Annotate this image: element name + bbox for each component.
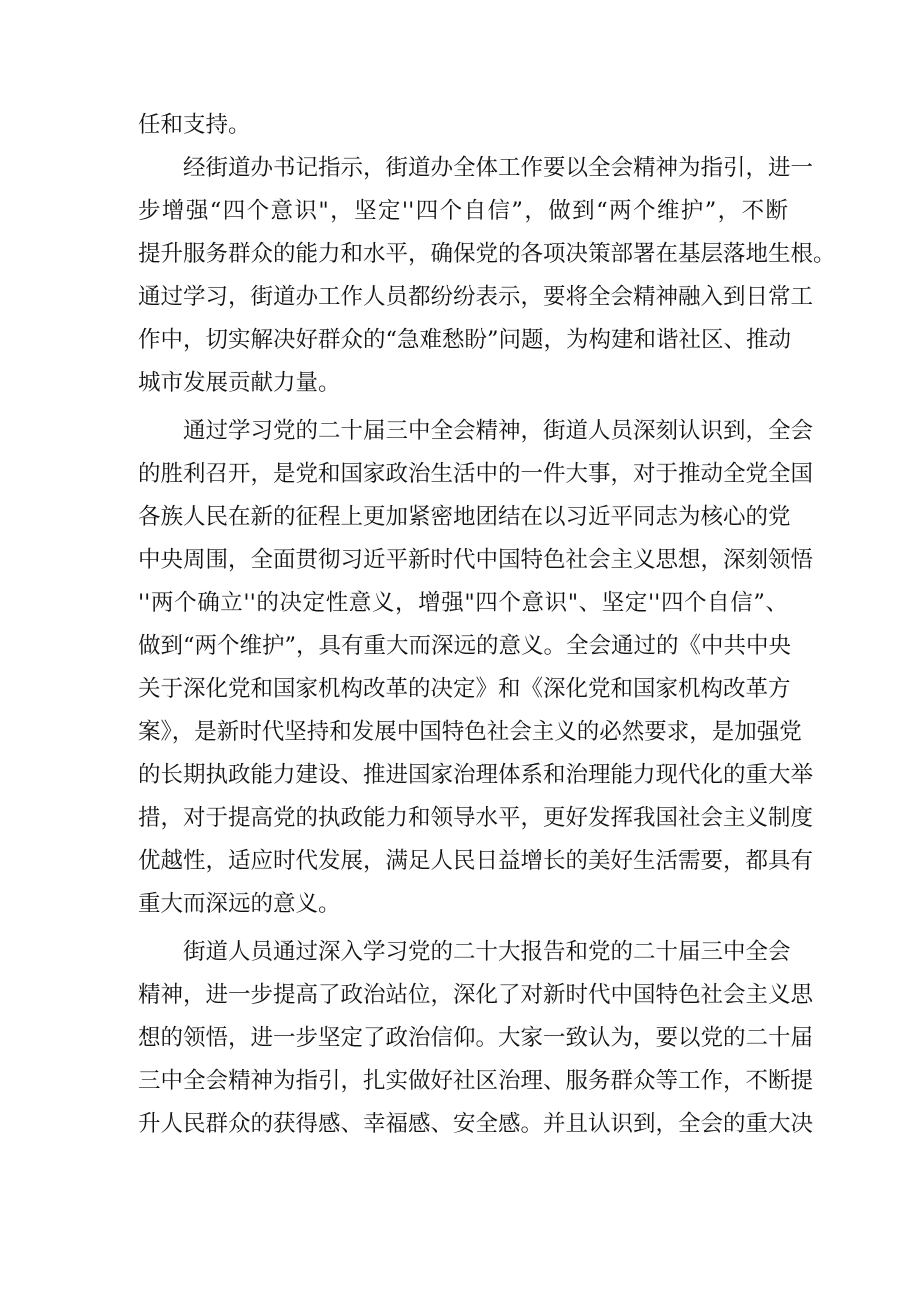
text-line: 关于深化党和国家机构改革的决定》和《深化党和国家机构改革方	[138, 676, 791, 702]
text-line: 各族人民在新的征程上更加紧密地团结在以习近平同志为核心的党	[138, 504, 791, 530]
text-line: 精神，进一步提高了政治站位，深化了对新时代中国特色社会主义思	[138, 982, 814, 1008]
text-line: 提升服务群众的能力和水平，确保党的各项决策部署在基层落地生根。	[138, 241, 836, 267]
text-line: 任和支持。	[138, 112, 251, 138]
paragraph-first-line: 街道人员通过深入学习党的二十大报告和党的二十届三中全会	[183, 939, 791, 965]
text-line: 步增强“四个意识"，坚定''四个自信”，做到“两个维护”，不断	[138, 198, 788, 224]
paragraph-first-line: 经街道办书记指示，街道办全体工作要以全会精神为指引，进一	[183, 155, 814, 181]
text-line: 重大而深远的意义。	[138, 891, 341, 917]
paragraph-first-line: 通过学习党的二十届三中全会精神，街道人员深刻认识到，全会	[183, 418, 814, 444]
text-line: 优越性，适应时代发展，满足人民日益增长的美好生活需要，都具有	[138, 848, 814, 874]
text-line: 作中，切实解决好群众的“急难愁盼”问题，为构建和谐社区、推动	[138, 327, 792, 353]
text-line: 三中全会精神为指引，扎实做好社区治理、服务群众等工作，不断提	[138, 1068, 814, 1094]
text-line: 做到“两个维护”，具有重大而深远的意义。全会通过的《中共中央	[138, 633, 792, 659]
text-line: 中央周围，全面贯彻习近平新时代中国特色社会主义思想，深刻领悟	[138, 547, 814, 573]
text-line: 通过学习，街道办工作人员都纷纷表示，要将全会精神融入到日常工	[138, 284, 814, 310]
text-line: ''两个确立''的决定性意义，增强"四个意识"、坚定''四个自信”、	[138, 590, 788, 616]
text-line: 想的领悟，进一步坚定了政治信仰。大家一致认为，要以党的二十届	[138, 1025, 814, 1051]
text-line: 升人民群众的获得感、幸福感、安全感。并且认识到，全会的重大决	[138, 1111, 814, 1137]
text-line: 的长期执政能力建设、推进国家治理体系和治理能力现代化的重大举	[138, 762, 814, 788]
text-line: 案》，是新时代坚持和发展中国特色社会主义的必然要求，是加强党	[138, 719, 802, 745]
text-line: 的胜利召开，是党和国家政治生活中的一件大事，对于推动全党全国	[138, 461, 814, 487]
text-line: 措，对于提高党的执政能力和领导水平，更好发挥我国社会主义制度	[138, 805, 814, 831]
text-line: 城市发展贡献力量。	[138, 370, 341, 396]
